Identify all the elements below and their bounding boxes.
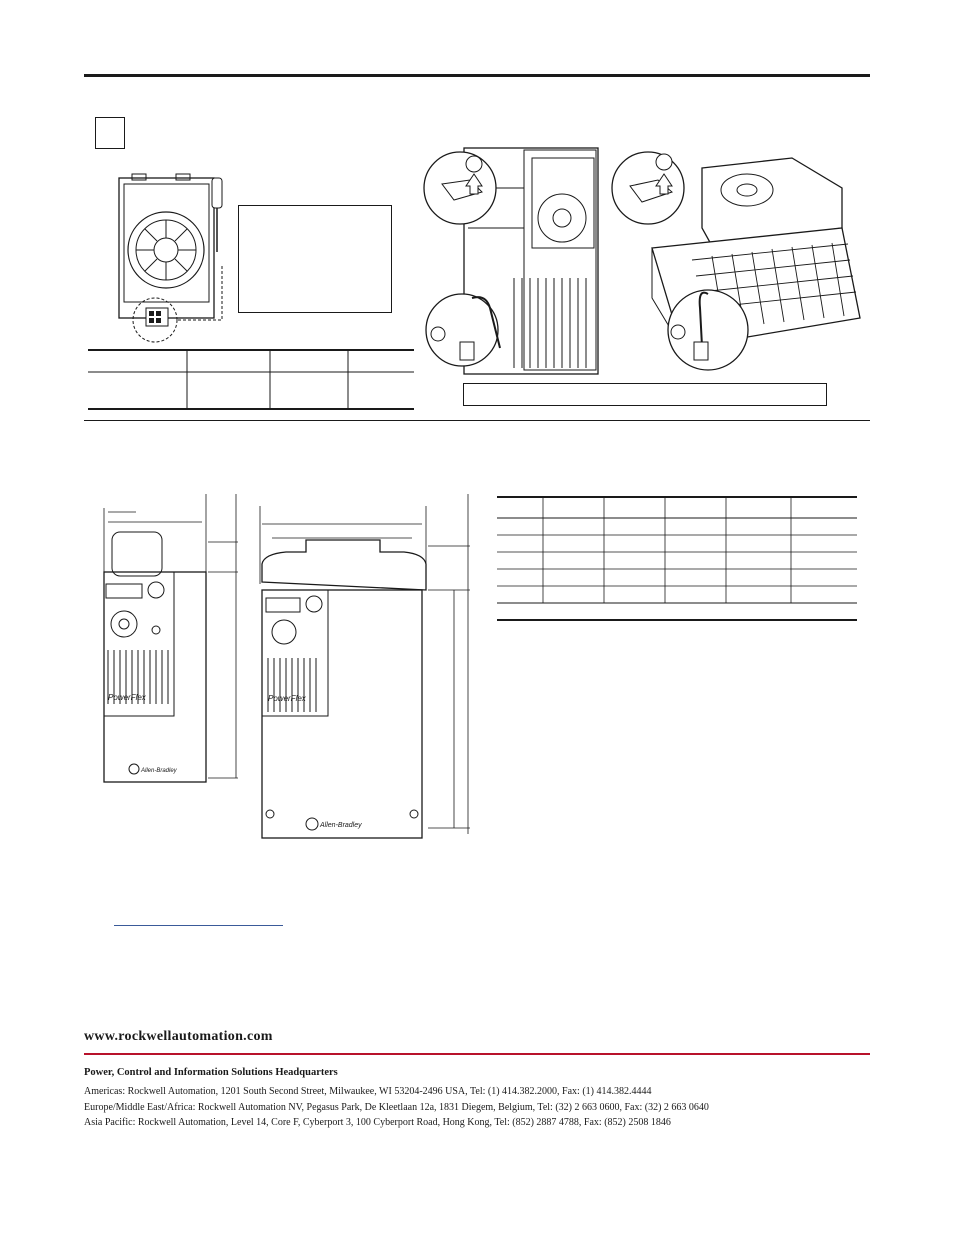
section-divider xyxy=(84,420,870,421)
caption-box xyxy=(463,383,827,406)
hyperlink-underline[interactable] xyxy=(114,925,283,926)
footer-americas: Americas: Rockwell Automation, 1201 South Second Street, Milwaukee, WI 53204-2496 USA, Tel: (1) 414.382.2000, Fax: (1) 414.382.4444 xyxy=(84,1086,652,1097)
fan-install-isometric xyxy=(612,148,864,374)
dimensions-table xyxy=(497,496,857,622)
frame-dimension-drawing-small xyxy=(96,494,246,788)
footer-apac: Asia Pacific: Rockwell Automation, Level 14, Core F, Cyberport 3, 100 Cyberport Road, Hong Kong, Tel: (852) 2887 4788, Fax: (852) 2508 1846 xyxy=(84,1117,671,1128)
footer-website[interactable]: www.rockwellautomation.com xyxy=(84,1029,273,1044)
top-rule xyxy=(84,74,870,77)
step-number-box xyxy=(95,117,125,149)
frame-dimension-drawing-large xyxy=(256,494,482,844)
product-logo-small: PowerFlex xyxy=(108,693,146,702)
brand-logo-large: Allen-Bradley xyxy=(320,822,362,829)
footer-emea: Europe/Middle East/Africa: Rockwell Automation NV, Pegasus Park, De Kleetlaan 12a, 1831 Diegem, Belgium, Tel: (32) 2 663 0600, Fax: (32) 2 663 0640 xyxy=(84,1102,709,1113)
brand-logo-small: Allen-Bradley xyxy=(141,768,177,774)
footer-hq-title: Power, Control and Information Solutions Headquarters xyxy=(84,1067,338,1078)
fan-spec-table xyxy=(88,349,414,411)
fan-module-drawing xyxy=(110,170,240,345)
footer-accent-rule xyxy=(84,1053,870,1055)
product-logo-large: PowerFlex xyxy=(268,694,306,703)
fan-connector-drawing xyxy=(424,148,604,374)
note-box xyxy=(238,205,392,313)
